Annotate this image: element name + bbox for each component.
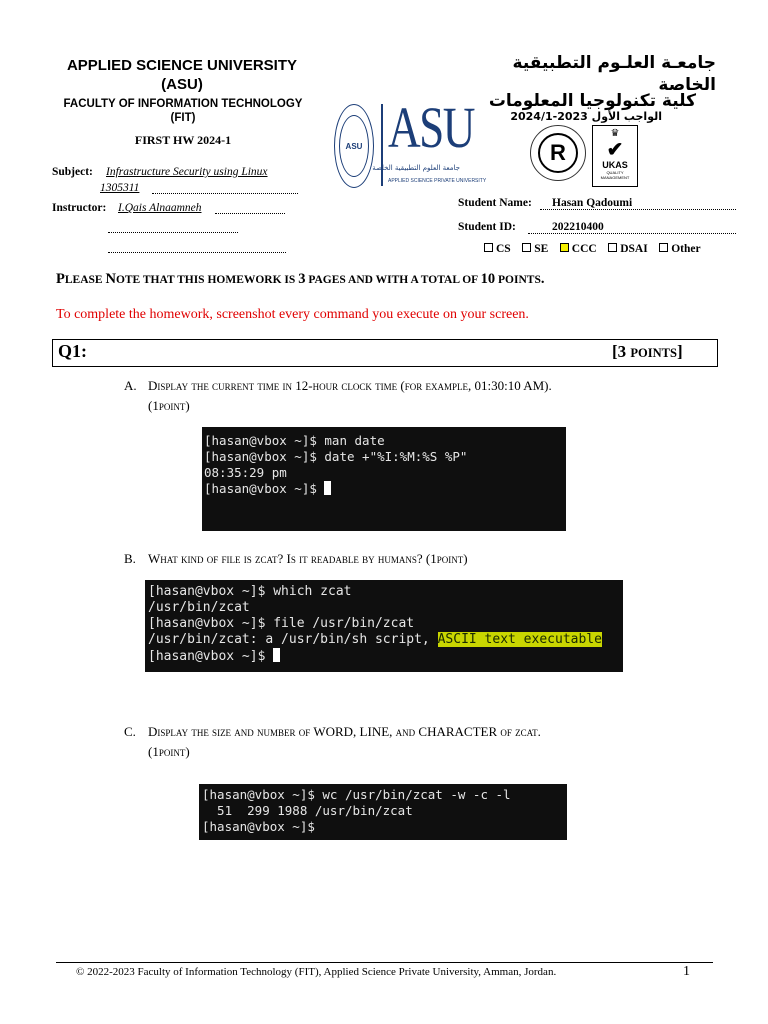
- student-id-label: Student ID:: [458, 221, 516, 233]
- instructor-value: I.Qais Alnaamneh: [118, 202, 202, 214]
- question-b-letter: B.: [124, 551, 136, 566]
- student-name-value: Hasan Qadoumi: [552, 197, 633, 209]
- blank-dotted-line-1: [108, 232, 238, 233]
- checkbox-other[interactable]: Other: [659, 243, 700, 255]
- arabic-university-name: جامعـة العلـوم التطبيقية الخاصة: [512, 53, 716, 95]
- terminal-screenshot-a: [hasan@vbox ~]$ man date [hasan@vbox ~]$ date +"%I:%M:%S %P" 08:35:29 pm [hasan@vbox ~]$: [202, 427, 566, 531]
- subject-value: Infrastructure Security using Linux: [106, 166, 268, 178]
- checkbox-dsai[interactable]: DSAI: [608, 243, 647, 255]
- footer-copyright: © 2022-2023 Faculty of Information Technology (FIT), Applied Science Private University, Amman, Jordan.: [76, 966, 557, 978]
- question-a-points: (1point): [148, 398, 190, 413]
- student-name-dotted-line: [540, 209, 736, 210]
- subject-dotted-line: [152, 193, 298, 194]
- blank-dotted-line-2: [108, 252, 286, 253]
- ukas-certification-icon: ♛ ✔ UKAS QUALITY MANAGEMENT: [592, 125, 638, 187]
- terminal-cursor: [273, 648, 280, 662]
- student-id-value: 202210400: [552, 221, 604, 233]
- highlighted-output: ASCII text executable: [437, 632, 602, 647]
- subject-code: 1305311: [100, 182, 140, 194]
- question-b-text: What kind of file is zcat? Is it readable by humans? (1point): [148, 551, 468, 566]
- q1-label: Q1:: [58, 341, 87, 361]
- terminal-screenshot-c: [hasan@vbox ~]$ wc /usr/bin/zcat -w -c -l 51 299 1988 /usr/bin/zcat [hasan@vbox ~]$: [199, 784, 567, 840]
- checkbox-se[interactable]: SE: [522, 243, 548, 255]
- question-a-text: Display the current time in 12-hour clock time (for example, 01:30:10 AM).: [148, 378, 552, 393]
- logo-arabic-text: جامعة العلوم التطبيقية الخاصة: [372, 164, 460, 172]
- footer-divider: [56, 962, 713, 963]
- asu-logo: ASU: [388, 95, 474, 160]
- arabic-hw-title: الواجب الأول 2023-2024/1: [510, 110, 662, 123]
- arabic-faculty-name: كلية تكنولوجيا المعلومات: [488, 91, 696, 111]
- registered-quality-icon: R: [530, 125, 586, 181]
- homework-note: PLEASE NOTE THAT THIS HOMEWORK IS 3 PAGES AND WITH A TOTAL OF 10 POINTS.: [56, 271, 545, 287]
- instructor-dotted-line: [215, 213, 285, 214]
- subject-label: Subject:: [52, 166, 93, 178]
- page-number: 1: [683, 964, 690, 979]
- logo-divider: [381, 104, 383, 186]
- question-c-letter: C.: [124, 724, 136, 739]
- student-id-dotted-line: [528, 233, 736, 234]
- question-a-letter: A.: [124, 378, 137, 393]
- screenshot-instruction: To complete the homework, screenshot every command you execute on your screen.: [56, 307, 529, 322]
- checkbox-ccc[interactable]: CCC: [560, 243, 597, 255]
- checkbox-cs[interactable]: CS: [484, 243, 511, 255]
- logo-english-text: APPLIED SCIENCE PRIVATE UNIVERSITY: [388, 178, 487, 184]
- faculty-name: FACULTY OF INFORMATION TECHNOLOGY (FIT): [63, 98, 303, 124]
- instructor-label: Instructor:: [52, 202, 107, 214]
- question-c-text: Display the size and number of WORD, LINE, and CHARACTER of zcat.: [148, 724, 541, 739]
- major-checkboxes: [484, 243, 701, 255]
- terminal-cursor: [324, 481, 331, 495]
- university-name: APPLIED SCIENCE UNIVERSITY (ASU): [66, 57, 298, 93]
- question-c-points: (1point): [148, 744, 190, 759]
- q1-points: [3 POINTS]: [612, 342, 683, 361]
- university-seal: ASU: [334, 104, 374, 188]
- hw-title: FIRST HW 2024-1: [134, 133, 232, 147]
- student-name-label: Student Name:: [458, 197, 532, 209]
- terminal-screenshot-b: [hasan@vbox ~]$ which zcat /usr/bin/zcat [hasan@vbox ~]$ file /usr/bin/zcat /usr/bin/zcat: a /usr/bin/sh script, ASCII text executable [hasan@vbox ~]$: [145, 580, 623, 672]
